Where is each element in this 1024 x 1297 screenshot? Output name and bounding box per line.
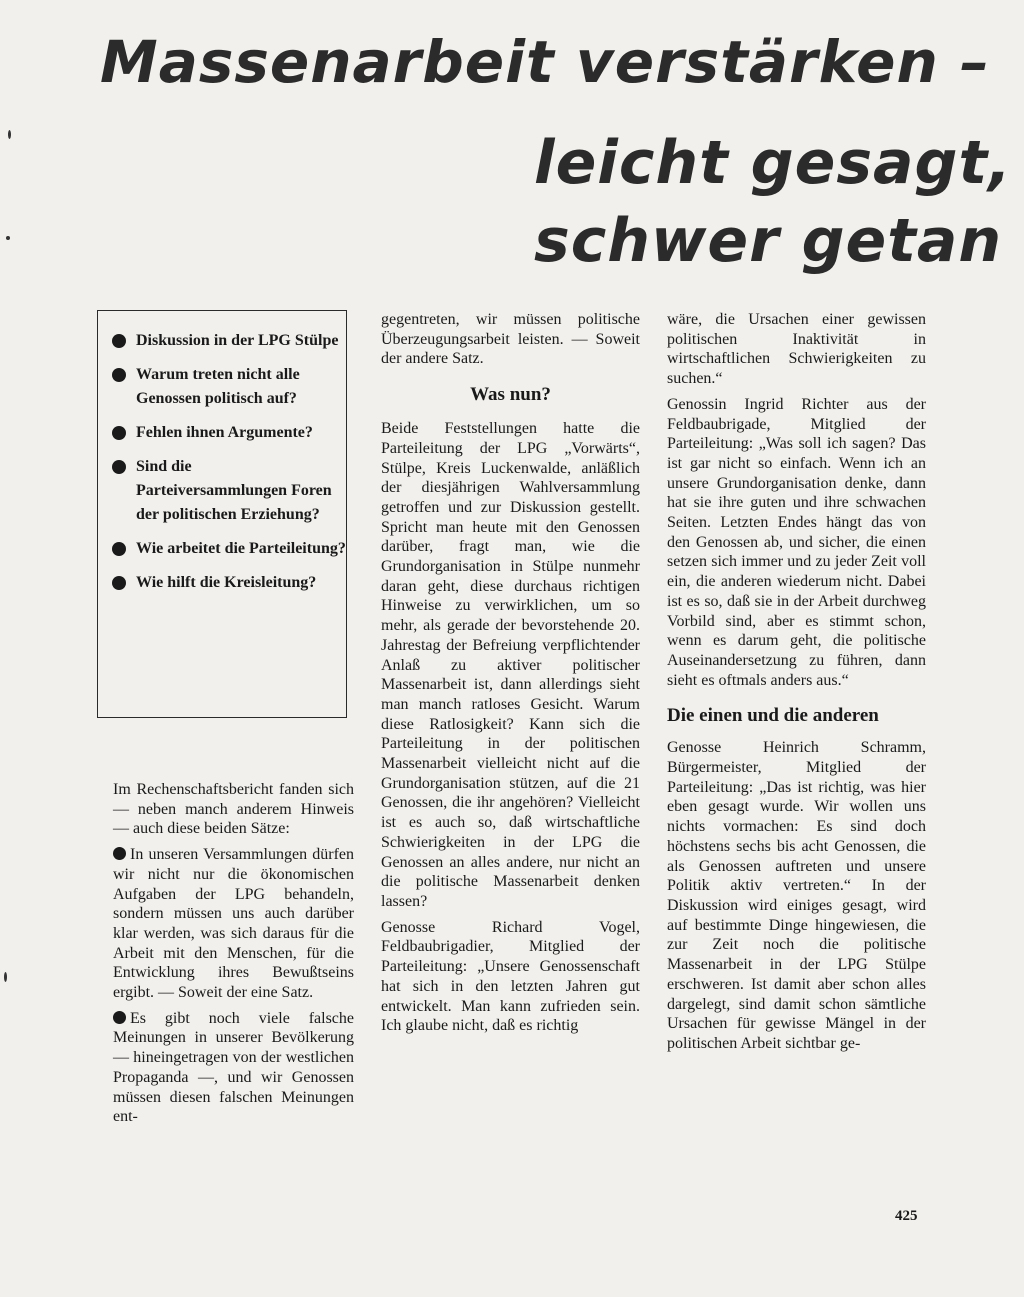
bullet-icon [112,334,126,348]
bullet-icon [112,426,126,440]
text-column-1 [113,780,354,1127]
topic-text: Diskussion in der LPG Stülpe [136,332,339,349]
text-column-2 [381,310,640,1036]
bullet-icon [112,368,126,382]
bullet-icon [113,847,126,860]
topic-item [112,537,346,561]
topic-text: Wie hilft die Kreisleitung? [136,574,317,591]
topic-text: Wie arbeitet die Parteileitung? [136,540,346,557]
scan-speck [6,236,10,240]
text-column-3 [667,310,926,1054]
topic-item [112,421,346,445]
paragraph: Genosse Richard Vogel, Feldbaubrigadier, Mitglied der Parteileitung: „Unsere Genossenschaft hat sich in den letzten Jahren gut entwickelt. Man kann zufrieden sein. Ich glaube nicht, daß es richtig [381,918,640,1035]
topic-item [112,571,346,595]
scan-speck [4,972,7,982]
topic-text: Fehlen ihnen Argumente? [136,424,313,441]
paragraph-text: Es gibt noch viele falsche Meinungen in unserer Bevölkerung — hineingetragen von der westlichen Propaganda —, und wir Genossen müssen diesen falschen Meinungen ent- [113,1009,354,1126]
headline-line-3: schwer getan [534,206,1003,276]
bullet-icon [112,460,126,474]
bullet-icon [112,576,126,590]
paragraph: Im Rechenschaftsbericht fanden sich — neben manch anderem Hinweis — auch diese beiden Sätze: [113,781,354,838]
paragraph: Genossin Ingrid Richter aus der Feldbaubrigade, Mitglied der Parteileitung: „Was soll ich sagen? Das ist gar nicht so einfach. Wenn ich an unsere Grundorganisation denke, dann hat sie ihre guten und ihre schwachen Seiten. Letzten Endes hängt das von den Genossen ab, und sicher, die einen setzen sich immer und zu jeder Zeit voll ein, die anderen wiederum nicht. Dabei ist es so, daß sie in der Arbeit durchweg Vorbild sind, aber es stimmt schon, wenn es darum geht, die politische Auseinandersetzung zu führen, dann sieht es oftmals anders aus.“ [667,395,926,689]
topic-item [112,455,346,527]
paragraph-text: In unseren Versammlungen dürfen wir nicht nur die ökonomischen Aufgaben der LPG behandeln, sondern müssen uns auch darüber klar werden, was sich daraus für die Arbeit mit den Menschen, für die Entwicklung ihres Bewußtseins ergibt. — Soweit der eine Satz. [113,846,354,1002]
bullet-paragraph [113,845,354,1003]
paragraph: gegentreten, wir müssen politische Überzeugungsarbeit leisten. — Soweit der andere Satz. [381,311,640,368]
topic-text: Warum treten nicht alle Genossen politisch auf? [136,366,300,407]
paragraph: Genosse Heinrich Schramm, Bürgermeister, Mitglied der Parteileitung: „Das ist richtig, was hier eben gesagt wurde. Wir wollen uns nichts vormachen: Es sind doch höchstens sechs bis acht Genossen, die als Genossen auftreten und unsere Politik aktiv vertreten.“ In der Diskussion wird einiges gesagt, wird auf bestimmte Dinge hingewiesen, die zur Zeit noch die politische Massenarbeit in der LPG Stülpe erschweren. Ist damit aber schon alles dargelegt, sind damit schon sämtliche Ursachen für gewisse Mängel in der politischen Arbeit sichtbar ge- [667,739,926,1052]
bullet-icon [112,542,126,556]
paragraph: Beide Feststellungen hatte die Parteileitung der LPG „Vorwärts“, Stülpe, Kreis Luckenwalde, anläßlich der diesjährigen Wahlversammlung getroffen und zur Diskussion gestellt. Spricht man heute mit den Genossen darüber, fragt man, wie die Grundorganisation in Stülpe nunmehr daran geht, diese durchaus richtigen Hinweise zu verwirklichen, um so mehr, als gerade der bevorstehende 20. Jahrestag der Befreiung verpflichtender Anlaß zu aktiver politischer Massenarbeit ist, dann allerdings sieht man manch ratloses Gesicht. Warum diese Ratlosigkeit? Kann sich die Parteileitung in der politischen Massenarbeit vielleicht nicht auf die Grundorganisation stützen, auf die 21 Genossen, die ihr angehören? Vielleicht ist es auch so, daß wirtschaftliche Schwierigkeiten in der LPG die Genossen an alles andere, nur nicht an die politische Massenarbeit denken lassen? [381,420,640,910]
scan-speck [8,130,11,139]
topics-box [97,310,347,718]
topic-text: Sind die Parteiversammlungen Foren der politischen Erziehung? [136,458,332,523]
section-heading: Was nun? [470,384,551,406]
paragraph: wäre, die Ursachen einer gewissen politischen Inaktivität in wirtschaftlichen Schwierigkeiten zu suchen.“ [667,311,926,388]
section-heading: Die einen und die anderen [667,705,879,727]
bullet-paragraph [113,1009,354,1127]
page-number: 425 [895,1208,918,1224]
topic-item [112,329,346,353]
topic-item [112,363,346,411]
headline-line-2: leicht gesagt, [534,128,1012,198]
headline-line-1: Massenarbeit verstärken – [100,28,990,96]
bullet-icon [113,1011,126,1024]
